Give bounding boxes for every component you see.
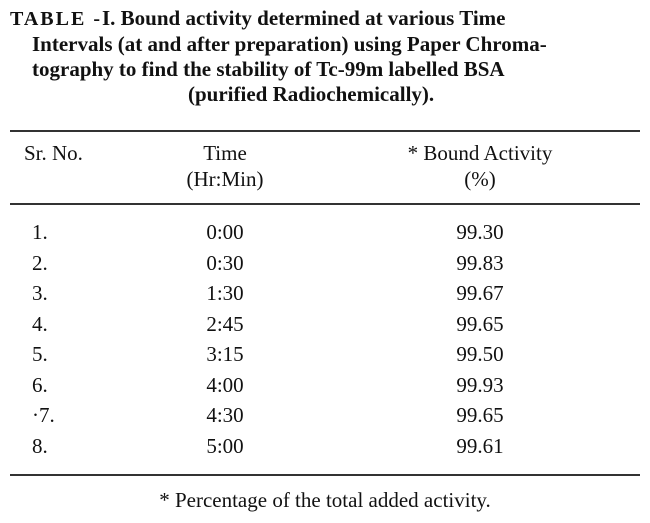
cell-sr-no: 6.	[32, 372, 48, 397]
header-bound-label: * Bound Activity	[407, 141, 553, 165]
cell-time: 4:00	[206, 372, 244, 397]
cell-bound-activity: 99.67	[456, 281, 504, 305]
header-sr-no-label: Sr. No.	[24, 141, 83, 165]
cell-sr-no: ·7.	[32, 403, 55, 427]
cell-time: 2:45	[206, 311, 244, 336]
header-rule	[10, 203, 640, 205]
header-sr-no	[24, 140, 83, 166]
header-bound-unit: (%)	[464, 167, 496, 191]
bottom-rule	[10, 474, 640, 476]
caption-line-1	[10, 6, 640, 32]
cell-bound-activity: 99.30	[456, 220, 504, 244]
cell-bound-activity: 99.93	[456, 372, 504, 397]
table-row	[0, 217, 650, 248]
table-row	[0, 400, 650, 431]
header-time-label: Time	[203, 141, 247, 165]
table-caption	[10, 6, 640, 107]
cell-time: 1:30	[206, 281, 244, 305]
top-rule	[10, 130, 640, 132]
cell-time: 0:00	[206, 220, 244, 244]
cell-sr-no: 8.	[32, 433, 48, 458]
caption-line-4: (purified Radiochemically).	[188, 82, 435, 106]
table-footnote: * Percentage of the total added activity.	[159, 488, 491, 512]
cell-bound-activity: 99.83	[456, 250, 504, 275]
caption-text-1: I. Bound activity determined at various Time	[101, 6, 506, 30]
table-row	[0, 339, 650, 370]
table-label: TABLE -	[10, 8, 102, 30]
caption-line-2: Intervals (at and after preparation) using Paper Chroma-	[32, 32, 547, 56]
header-time-unit: (Hr:Min)	[186, 167, 264, 191]
cell-bound-activity: 99.65	[456, 311, 504, 336]
table-row	[0, 248, 650, 279]
table-row	[0, 309, 650, 340]
cell-bound-activity: 99.65	[456, 403, 504, 427]
cell-sr-no: 5.	[32, 342, 48, 366]
header-bound-activity	[360, 140, 600, 192]
cell-sr-no: 3.	[32, 281, 48, 305]
cell-time: 3:15	[206, 342, 244, 366]
caption-line-3: tography to find the stability of Tc-99m labelled BSA	[32, 57, 505, 81]
table-row	[0, 370, 650, 401]
cell-sr-no: 4.	[32, 311, 48, 336]
cell-bound-activity: 99.50	[456, 342, 504, 366]
cell-time: 4:30	[206, 403, 244, 427]
header-time	[150, 140, 300, 192]
table-body	[0, 217, 650, 461]
cell-sr-no: 1.	[32, 220, 48, 244]
cell-bound-activity: 99.61	[456, 433, 504, 458]
cell-time: 5:00	[206, 433, 244, 458]
cell-time: 0:30	[206, 250, 244, 275]
cell-sr-no: 2.	[32, 250, 48, 275]
table-row	[0, 431, 650, 462]
table-row	[0, 278, 650, 309]
